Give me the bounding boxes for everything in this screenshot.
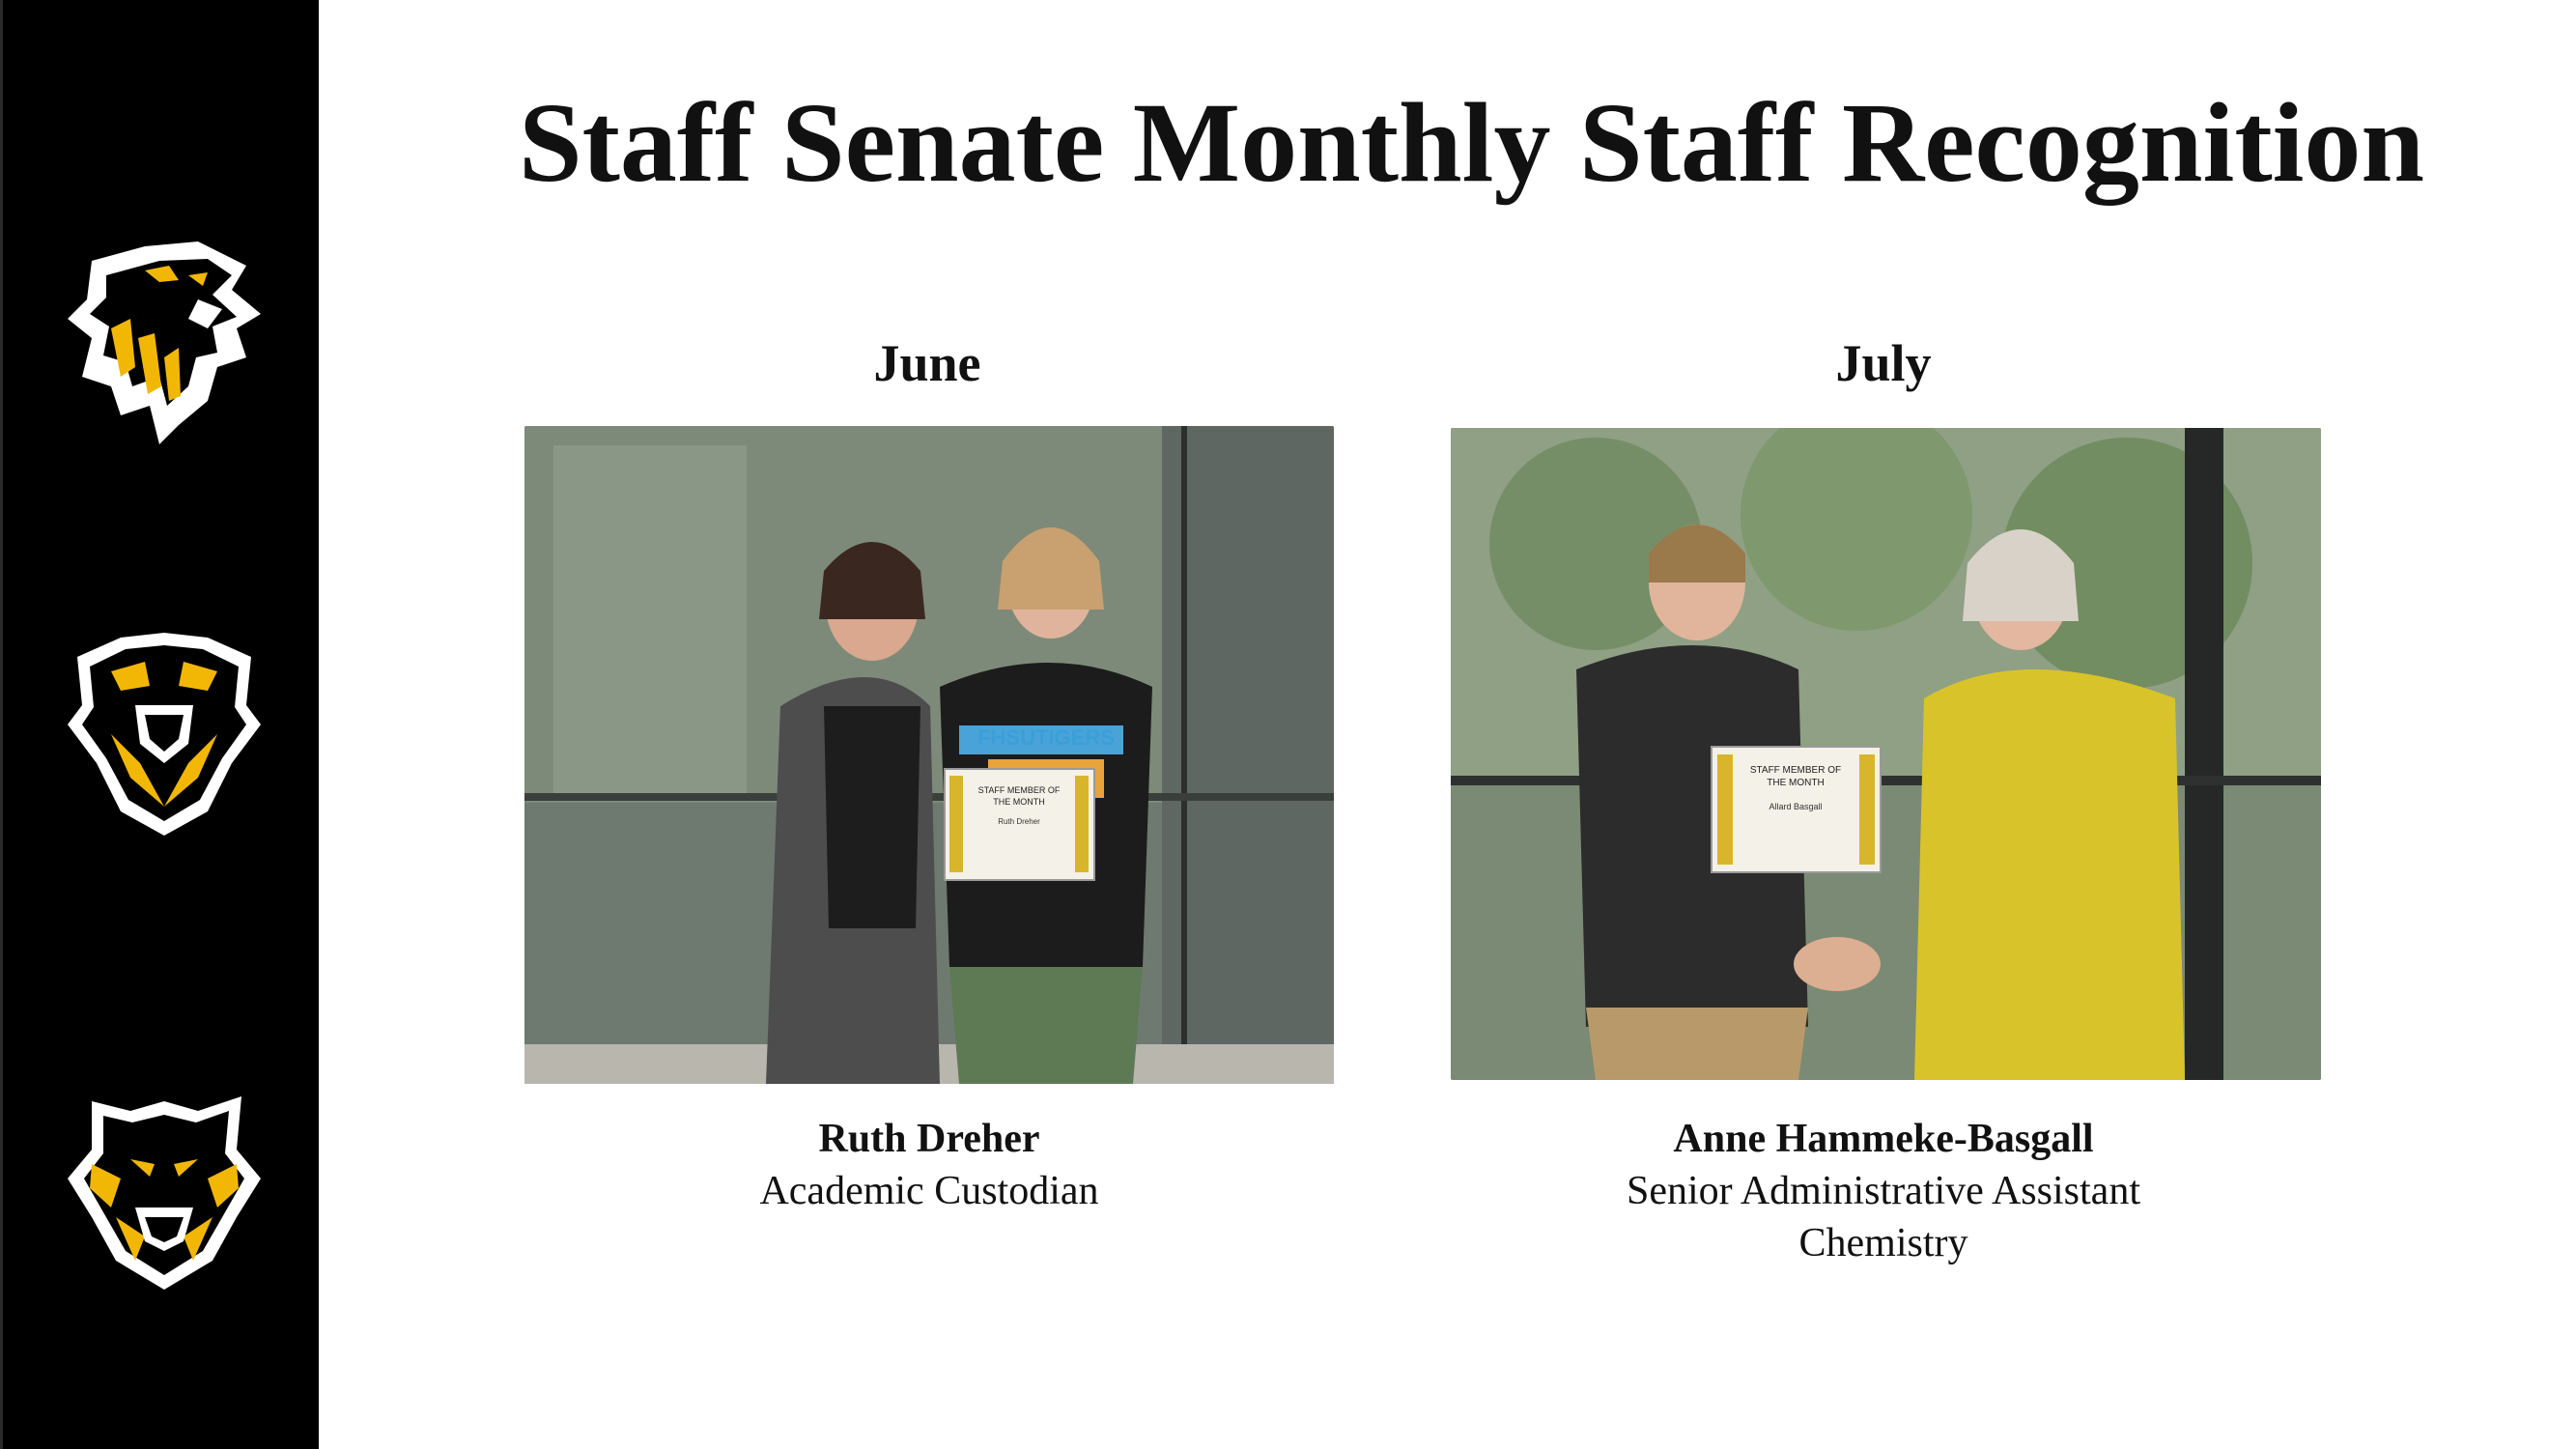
shirt-text: FHSUTIGERS bbox=[977, 725, 1115, 750]
honoree-title: Academic Custodian bbox=[759, 1169, 1099, 1213]
sidebar-edge bbox=[0, 0, 3, 1449]
certificate-recipient: Allard Basgall bbox=[1769, 802, 1823, 811]
tiger-head-front-icon bbox=[53, 618, 275, 840]
tiger-head-face-icon bbox=[53, 1072, 275, 1294]
certificate-recipient: Ruth Dreher bbox=[998, 817, 1040, 826]
slide-title: Staff Senate Monthly Staff Recognition bbox=[518, 79, 2425, 206]
certificate-heading-2: THE MONTH bbox=[1767, 778, 1825, 788]
certificate-heading-1: STAFF MEMBER OF bbox=[977, 785, 1061, 795]
honoree-department: Chemistry bbox=[1798, 1221, 1968, 1265]
honoree-title: Senior Administrative Assistant bbox=[1627, 1169, 2140, 1213]
honoree-name: Ruth Dreher bbox=[818, 1117, 1040, 1161]
month-label-july: July bbox=[1835, 334, 1932, 392]
sidebar bbox=[0, 0, 319, 1449]
photo-july bbox=[1451, 428, 2321, 1080]
honoree-name: Anne Hammeke-Basgall bbox=[1673, 1117, 2094, 1161]
month-label-june: June bbox=[873, 334, 981, 392]
photo-june bbox=[524, 426, 1334, 1084]
tiger-head-side-icon bbox=[53, 222, 275, 444]
certificate-heading-1: STAFF MEMBER OF bbox=[1749, 765, 1842, 776]
caption-june bbox=[524, 1113, 1334, 1217]
certificate-heading-2: THE MONTH bbox=[993, 797, 1045, 807]
caption-july bbox=[1449, 1113, 2318, 1269]
